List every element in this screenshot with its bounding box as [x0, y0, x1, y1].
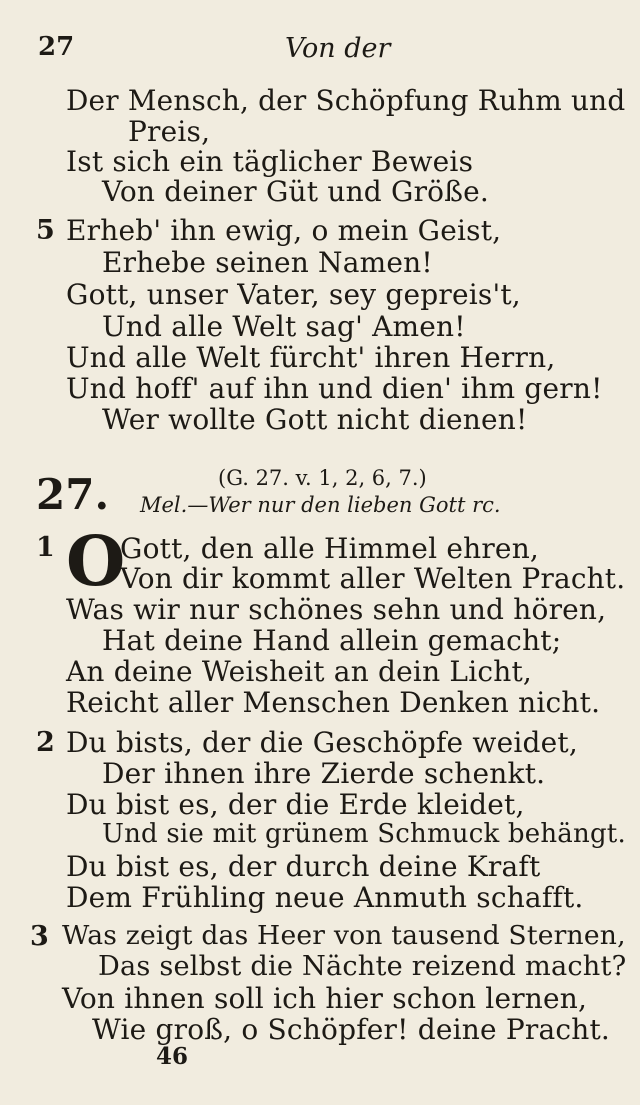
text-line: Wer wollte Gott nicht dienen! — [102, 403, 528, 436]
text-line: Du bist es, der die Erde kleidet, — [66, 788, 525, 821]
text-line: Und alle Welt fürcht' ihren Herrn, — [66, 341, 556, 374]
text-line: Du bist es, der durch deine Kraft — [66, 850, 541, 883]
text-line: An deine Weisheit an dein Licht, — [66, 655, 533, 688]
text-line: Und sie mit grünem Schmuck behängt. — [102, 819, 626, 849]
text-line: Hat deine Hand allein gemacht; — [102, 624, 562, 657]
verse-number: 5 — [36, 215, 55, 246]
text-line: Gott, den alle Himmel ehren, — [120, 532, 540, 565]
text-line: Wie groß, o Schöpfer! deine Pracht. — [92, 1013, 611, 1046]
text-line: Erhebe seinen Namen! — [102, 246, 433, 279]
text-line: Gott, unser Vater, sey gepreis't, — [66, 278, 521, 311]
hymn-number: 27. — [36, 470, 110, 519]
text-line: Der Mensch, der Schöpfung Ruhm und — [66, 84, 626, 117]
text-line: Der ihnen ihre Zierde schenkt. — [102, 757, 546, 790]
text-line: Von deiner Güt und Größe. — [102, 175, 490, 208]
verse-number: 3 — [30, 921, 49, 952]
signature-mark: 46 — [156, 1043, 189, 1070]
text-line: Erheb' ihn ewig, o mein Geist, — [66, 214, 502, 247]
text-line: Du bists, der die Geschöpfe weidet, — [66, 726, 578, 759]
text-line: Von dir kommt aller Welten Pracht. — [120, 562, 626, 595]
hymn-reference: (G. 27. v. 1, 2, 6, 7.) — [218, 466, 427, 490]
drop-cap: O — [66, 522, 126, 602]
text-line: Und alle Welt sag' Amen! — [102, 310, 466, 343]
verse-number: 1 — [36, 532, 55, 563]
hymn-melody: Mel.—Wer nur den lieben Gott rc. — [140, 493, 501, 517]
text-line: Und hoff' auf ihn und dien' ihm gern! — [66, 372, 603, 405]
text-line: Reicht aller Menschen Denken nicht. — [66, 686, 601, 719]
text-line: Von ihnen soll ich hier schon lernen, — [62, 982, 588, 1015]
text-line: Ist sich ein täglicher Beweis — [66, 145, 474, 178]
running-title: Von der — [285, 33, 391, 64]
page-number: 27 — [38, 32, 75, 62]
text-line: Preis, — [128, 115, 211, 148]
text-line: Was zeigt das Heer von tausend Sternen, — [62, 920, 626, 951]
text-line: Was wir nur schönes sehn und hören, — [66, 593, 607, 626]
text-line: Dem Frühling neue Anmuth schafft. — [66, 881, 584, 914]
verse-number: 2 — [36, 727, 55, 758]
text-line: Das selbst die Nächte reizend macht? — [98, 951, 627, 982]
